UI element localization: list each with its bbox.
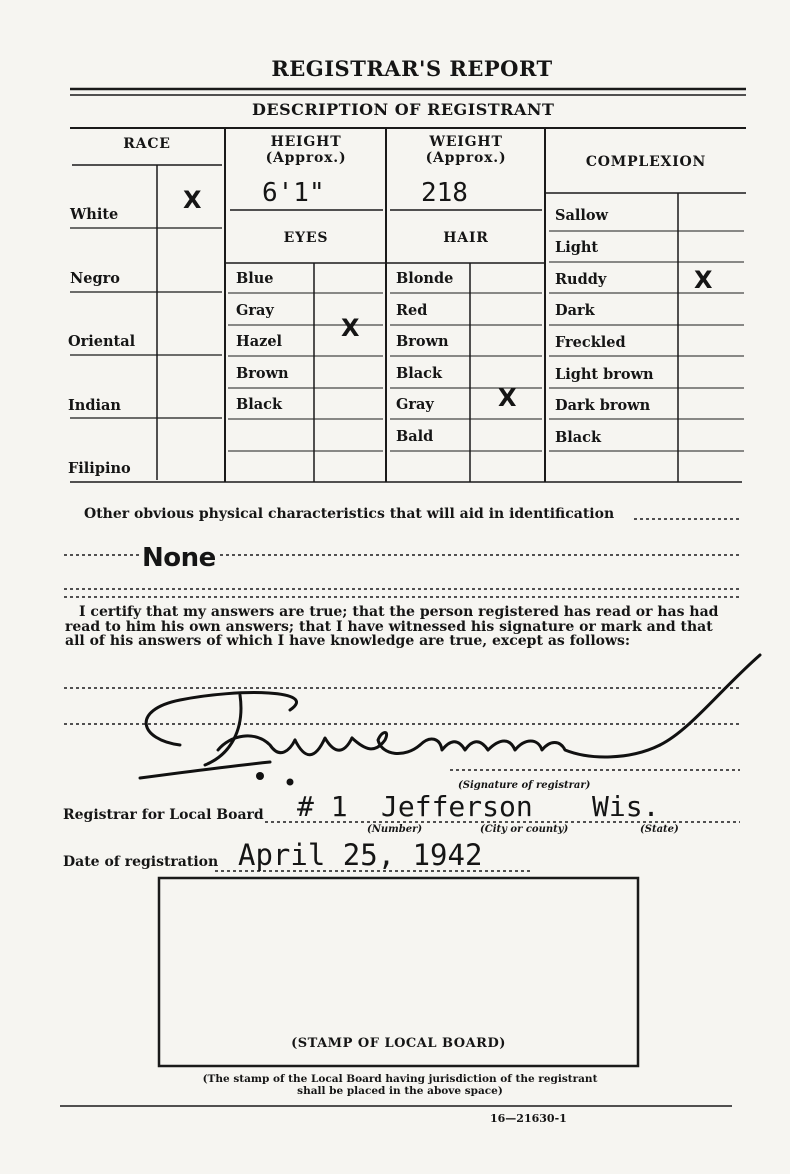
eyes-x-mark: X — [341, 314, 360, 342]
eyes-option-hazel: Hazel — [236, 333, 283, 350]
date-label: Date of registration — [63, 854, 219, 870]
complexion-option-light-brown: Light brown — [555, 366, 654, 383]
hair-x-mark: X — [498, 384, 517, 412]
date-value: April 25, 1942 — [238, 838, 483, 872]
complexion-option-freckled: Freckled — [555, 334, 626, 351]
eyes-option-gray: Gray — [236, 302, 274, 319]
signature-caption: (Signature of registrar) — [458, 780, 591, 791]
height-value: 6'1" — [262, 178, 325, 208]
race-option-filipino: Filipino — [68, 460, 131, 477]
hair-option-blonde: Blonde — [396, 270, 454, 287]
height-header — [228, 134, 384, 166]
registrar-signature — [120, 650, 770, 790]
complexion-option-light: Light — [555, 239, 599, 256]
other-characteristics-value: None — [142, 543, 216, 573]
stamp-label: (STAMP OF LOCAL BOARD) — [291, 1036, 506, 1051]
state-caption: (State) — [640, 824, 679, 835]
eyes-option-blue: Blue — [236, 270, 274, 287]
board-state-value: Wis. — [592, 790, 660, 823]
complexion-option-dark-brown: Dark brown — [555, 397, 651, 414]
board-city-value: Jefferson — [381, 790, 533, 823]
race-option-white: White — [70, 206, 119, 223]
hair-option-bald: Bald — [396, 428, 434, 445]
race-option-negro: Negro — [70, 270, 120, 287]
weight-header — [388, 134, 544, 166]
complexion-option-sallow: Sallow — [555, 207, 609, 224]
race-x-mark: X — [183, 186, 202, 214]
height-note: (Approx.) — [265, 150, 347, 166]
form-number: 16—21630-1 — [490, 1112, 567, 1125]
board-number-value: # 1 — [297, 790, 348, 823]
number-caption: (Number) — [367, 824, 423, 835]
stamp-note-line-1: (The stamp of the Local Board having jurisdiction of the registrant — [202, 1073, 598, 1085]
eyes-option-brown: Brown — [236, 365, 289, 382]
certification-line-2: read to him his own answers; that I have witnessed his signature or mark and that — [65, 618, 713, 635]
hair-option-brown: Brown — [396, 333, 449, 350]
hair-option-gray: Gray — [396, 396, 434, 413]
registrar-board-label: Registrar for Local Board — [63, 807, 264, 823]
form-subtitle: DESCRIPTION OF REGISTRANT — [252, 100, 555, 119]
hair-option-red: Red — [396, 302, 428, 319]
stamp-note-line-2: shall be placed in the above space) — [297, 1085, 503, 1097]
stamp-note — [100, 1073, 700, 1097]
city-caption: (City or county) — [480, 824, 569, 835]
height-title: HEIGHT — [270, 134, 342, 150]
form-title: REGISTRAR'S REPORT — [271, 56, 553, 81]
hair-header: HAIR — [443, 230, 489, 246]
race-header: RACE — [123, 136, 171, 152]
complexion-option-ruddy: Ruddy — [555, 271, 607, 288]
weight-title: WEIGHT — [429, 134, 503, 150]
complexion-x-mark: X — [694, 266, 713, 294]
complexion-header: COMPLEXION — [585, 154, 707, 170]
eyes-header: EYES — [283, 230, 329, 246]
complexion-option-black: Black — [555, 429, 602, 446]
hair-option-black: Black — [396, 365, 443, 382]
weight-note: (Approx.) — [425, 150, 507, 166]
complexion-option-dark: Dark — [555, 302, 595, 319]
certification-line-3: all of his answers of which I have knowledge are true, except as follows: — [65, 633, 631, 649]
race-option-oriental: Oriental — [68, 333, 136, 350]
other-characteristics-label: Other obvious physical characteristics that will aid in identification — [84, 506, 615, 522]
certification-text — [65, 605, 745, 649]
weight-value: 218 — [421, 178, 468, 208]
certification-line-1: I certify that my answers are true; that the person registered has read or has had — [79, 604, 719, 620]
race-option-indian: Indian — [68, 397, 121, 414]
eyes-option-black: Black — [236, 396, 283, 413]
